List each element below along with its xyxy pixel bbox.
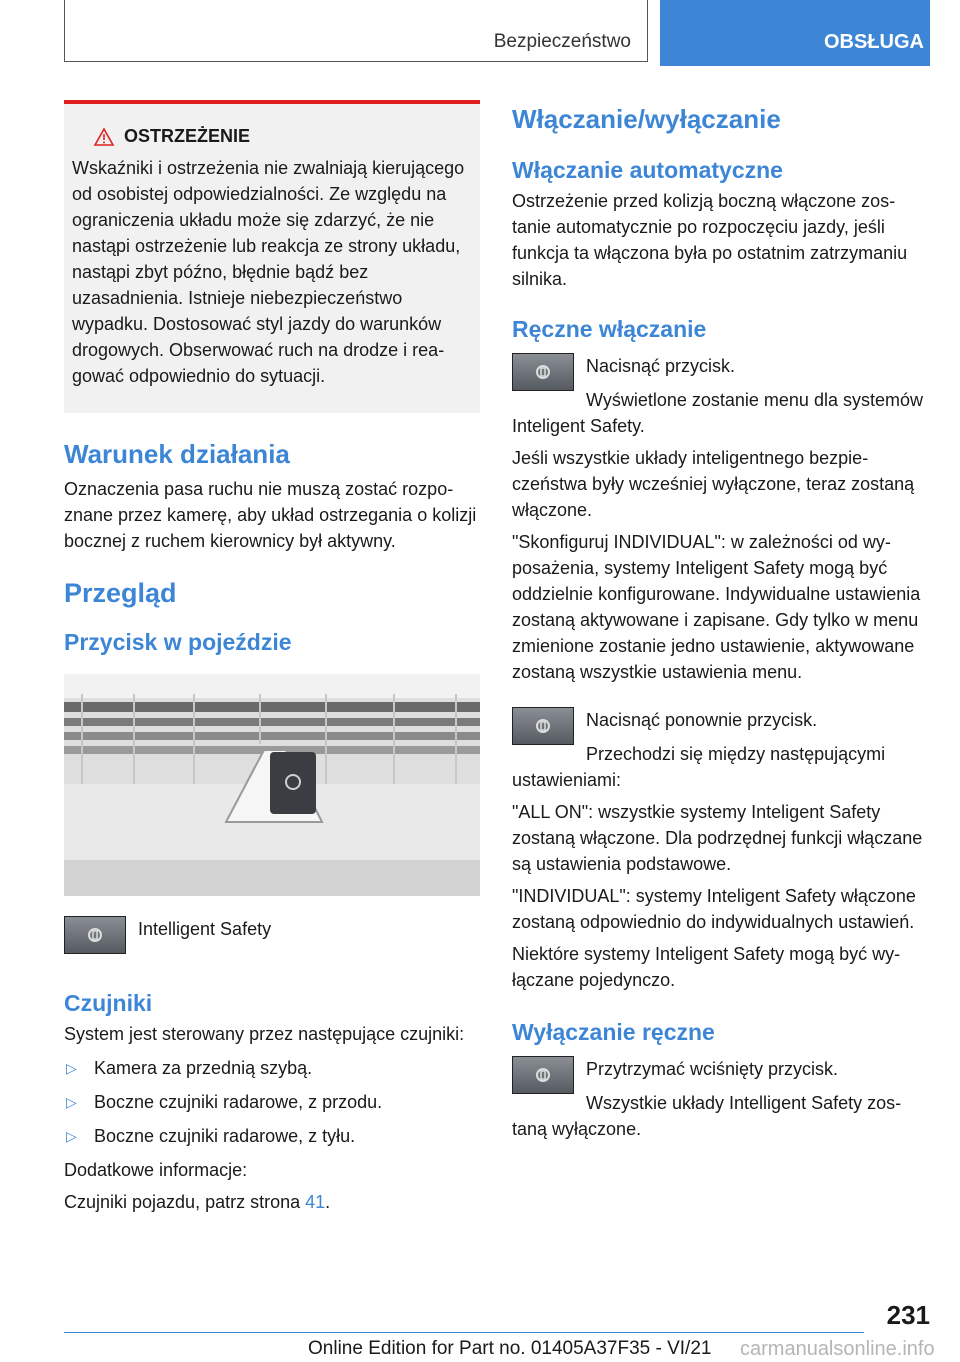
- press-again-row: [512, 707, 928, 745]
- individual-text: "INDIVIDUAL": systemy Inteligent Safety włączone zostaną odpowiednio do indywidualnych ustawień.: [512, 886, 916, 932]
- page-header: [64, 0, 930, 66]
- hold-text: Przytrzymać wciśnięty przycisk.: [586, 1059, 839, 1079]
- watermark: carmanualsonline.info: [740, 1338, 935, 1360]
- all-on-text: "ALL ON": wszystkie systemy Inteligent Safety zostaną włączone. Dla podrzędnej funkcji włączane są ustawienia podstawowe.: [512, 802, 923, 874]
- reference-suffix: .: [325, 1192, 331, 1212]
- warning-text: Wskaźniki i ostrzeżenia nie zwalniają kierującego od osobistej odpowiedzialności. Ze względu na ograniczenia układu może się zdarzyć, że nie nastąpi ostrzeżenie lub reakcja ze strony układu, nastąpi zbyt późno, błędnie bądź bez uzasadnienia. Istnieje niebezpieczeństwo wypadku. Dostosować styl jazdy do warunków drogowych. Obserwować ruch na drodze i reagować odpowiednio do sytuacji.: [72, 158, 465, 386]
- warning-box: [64, 100, 480, 413]
- przycisk-heading: Przycisk w pojeździe: [64, 629, 292, 655]
- warning-title: [94, 126, 466, 147]
- warning-title-text: OSTRZEŻENIE: [124, 126, 251, 146]
- czujniki-text: System jest sterowany przez następujące czujniki:: [64, 1024, 465, 1044]
- button-photo: [64, 674, 480, 896]
- manual-heading: Ręczne włączanie: [512, 316, 707, 342]
- paragraph-2: "Skonfiguruj INDIVIDUAL": w zależności od wyposażenia, systemy Inteligent Safety mogą być oddzielnie konfigurowane. Indywidualne ustawienia zostaną aktywowane i zapisane. Gdy tylko w menu zmienione zostanie jedno ustawienie, aktywowane zostaną wszystkie ustawienia menu.: [512, 532, 921, 682]
- hold-row: [512, 1056, 928, 1094]
- warunek-heading: Warunek działania: [64, 439, 290, 469]
- auto-heading: Włączanie automatyczne: [512, 157, 783, 183]
- list-item-text: Boczne czujniki radarowe, z przodu.: [94, 1092, 383, 1112]
- off-text: Wszystkie układy Intelligent Safety zostaną wyłączone.: [512, 1093, 902, 1139]
- page-link[interactable]: 41: [305, 1192, 326, 1212]
- triangle-bullet-icon: ▷: [66, 1128, 77, 1144]
- reference-prefix: Czujniki pojazdu, patrz strona: [64, 1192, 306, 1212]
- right-column: [512, 100, 928, 1142]
- chapter-tab[interactable]: OBSŁUGA: [660, 0, 930, 66]
- list-item-text: Kamera za przednią szybą.: [94, 1058, 313, 1078]
- press-again-text: Nacisnąć ponownie przycisk.: [586, 710, 818, 730]
- intelligent-safety-button-icon: [64, 916, 126, 954]
- edition-text: Online Edition for Part no. 01405A37F35 - VI/21: [308, 1338, 712, 1359]
- triangle-bullet-icon: ▷: [66, 1094, 77, 1110]
- list-item: [64, 1089, 480, 1115]
- paragraph-1: Jeśli wszystkie układy inteligentnego bezpieczeństwa były wcześniej wyłączone, teraz zostaną włączone.: [512, 448, 915, 520]
- header-box: [64, 0, 648, 62]
- list-item: [64, 1123, 480, 1149]
- intelligent-safety-button-icon: [512, 707, 574, 745]
- page-number: 231: [886, 1300, 930, 1330]
- list-item-text: Boczne czujniki radarowe, z tyłu.: [94, 1126, 356, 1146]
- footer-divider: [64, 1332, 864, 1333]
- button-caption: Intelligent Safety: [138, 919, 272, 939]
- warning-triangle-icon: [94, 128, 114, 146]
- intelligent-safety-row: [64, 916, 480, 954]
- list-item: [64, 1055, 480, 1081]
- auto-text: Ostrzeżenie przed kolizją boczną włączone zostanie automatycznie po rozpoczęciu jazdy, jeśli funkcja ta włączona była po ostatnim zatrzymaniu silnika.: [512, 191, 908, 289]
- switch-text: Przechodzi się między następującymi ustawieniami:: [512, 744, 886, 790]
- section-title: Bezpieczeństwo: [493, 31, 631, 52]
- warunek-text: Oznaczenia pasa ruchu nie muszą zostać rozpoznane przez kamerę, aby układ ostrzegania o kolizji bocznej z ruchem kierownicy był aktywny.: [64, 479, 477, 551]
- intelligent-safety-button-icon: [512, 1056, 574, 1094]
- intelligent-safety-button-icon: [512, 353, 574, 391]
- some-systems-text: Niektóre systemy Inteligent Safety mogą być wyłączane pojedynczo.: [512, 944, 901, 990]
- left-column: [64, 100, 480, 1215]
- off-heading: Wyłączanie ręczne: [512, 1019, 715, 1045]
- press-text: Nacisnąć przycisk.: [586, 356, 736, 376]
- dodatkowe-text: Dodatkowe informacje:: [64, 1160, 248, 1180]
- wlaczanie-heading: Włączanie/wyłączanie: [512, 104, 781, 134]
- triangle-bullet-icon: ▷: [66, 1060, 77, 1076]
- przeglad-heading: Przegląd: [64, 578, 177, 608]
- reference-text: [64, 1189, 480, 1215]
- czujniki-heading: Czujniki: [64, 990, 153, 1016]
- menu-text: Wyświetlone zostanie menu dla systemów Inteligent Safety.: [512, 390, 923, 436]
- dashboard-grille-image: [64, 674, 480, 896]
- press-row: [512, 353, 928, 391]
- sensor-list: [64, 1055, 480, 1149]
